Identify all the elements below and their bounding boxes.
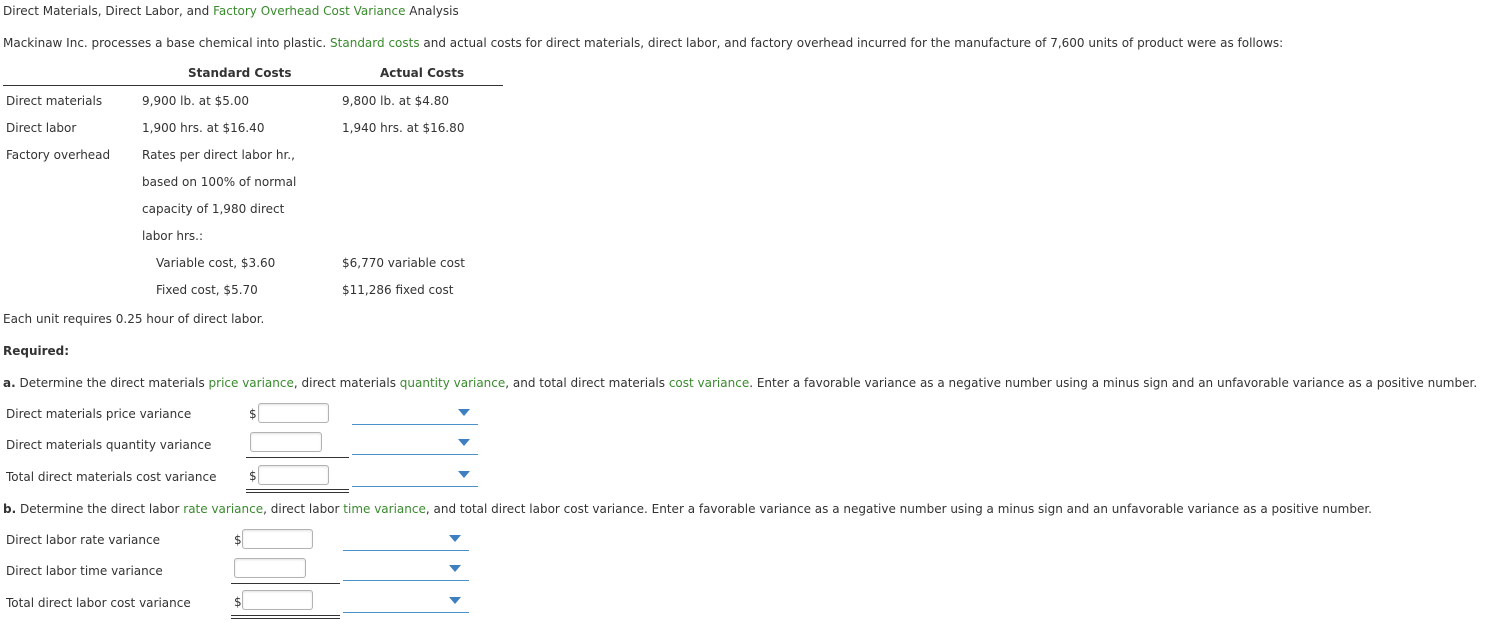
overhead-line: capacity of 1,980 direct <box>142 202 285 216</box>
dm-total-variance-input[interactable] <box>258 465 329 485</box>
intro-text: Mackinaw Inc. processes a base chemical into plastic. Standard costs and actual costs for direct materials, direct labor, and factory overhead incurred for the manufacture of 7,600 units of product were as follows: <box>3 36 1284 50</box>
overhead-line: based on 100% of normal <box>142 175 297 189</box>
dm-price-variance-label: Direct materials price variance <box>6 407 192 421</box>
act-variable-cost: $6,770 variable cost <box>342 256 465 270</box>
subtotal-rule <box>231 583 340 584</box>
standard-costs-link[interactable]: Standard costs <box>330 36 420 50</box>
act-direct-materials: 9,800 lb. at $4.80 <box>342 94 449 108</box>
dl-total-variance-input[interactable] <box>242 590 313 610</box>
std-direct-materials: 9,900 lb. at $5.00 <box>142 94 249 108</box>
currency-symbol: $ <box>249 407 257 421</box>
dl-total-variance-dropdown[interactable] <box>343 590 469 613</box>
row-label-factory-overhead: Factory overhead <box>6 148 111 162</box>
dm-quantity-variance-dropdown[interactable] <box>352 432 478 455</box>
std-direct-labor: 1,900 hrs. at $16.40 <box>142 121 265 135</box>
overhead-line: labor hrs.: <box>142 229 204 243</box>
header-divider <box>3 85 503 86</box>
chevron-down-icon <box>449 565 461 572</box>
dm-quantity-variance-input[interactable] <box>250 432 322 452</box>
dl-rate-variance-dropdown[interactable] <box>343 528 469 551</box>
dm-total-variance-dropdown[interactable] <box>352 464 478 487</box>
chevron-down-icon <box>449 535 461 542</box>
std-factory-overhead: Rates per direct labor hr., <box>142 148 295 162</box>
labor-note: Each unit requires 0.25 hour of direct labor. <box>3 312 265 326</box>
subtotal-rule <box>246 457 349 458</box>
quantity-variance-link[interactable]: quantity variance <box>399 376 506 390</box>
std-fixed-cost: Fixed cost, $5.70 <box>156 283 258 297</box>
dm-total-variance-label: Total direct materials cost variance <box>6 470 217 484</box>
rate-variance-link[interactable]: rate variance <box>183 502 264 516</box>
cost-variance-link[interactable]: cost variance <box>668 376 750 390</box>
dm-price-variance-input[interactable] <box>258 403 329 423</box>
actual-costs-header: Actual Costs <box>380 66 465 80</box>
dm-quantity-variance-label: Direct materials quantity variance <box>6 438 212 452</box>
act-direct-labor: 1,940 hrs. at $16.80 <box>342 121 465 135</box>
chevron-down-icon <box>449 597 461 604</box>
std-variable-cost: Variable cost, $3.60 <box>156 256 276 270</box>
dl-total-variance-label: Total direct labor cost variance <box>6 596 191 610</box>
time-variance-link[interactable]: time variance <box>343 502 426 516</box>
currency-symbol: $ <box>234 595 242 609</box>
required-heading: Required: <box>3 344 70 358</box>
chevron-down-icon <box>458 439 470 446</box>
row-label-direct-labor: Direct labor <box>6 121 77 135</box>
price-variance-link[interactable]: price variance <box>208 376 294 390</box>
dl-time-variance-label: Direct labor time variance <box>6 564 163 578</box>
row-label-direct-materials: Direct materials <box>6 94 103 108</box>
act-fixed-cost: $11,286 fixed cost <box>342 283 454 297</box>
currency-symbol: $ <box>234 533 242 547</box>
total-double-rule <box>231 615 340 616</box>
part-b-instructions: b. Determine the direct labor rate variance, direct labor time variance, and total direct labor cost variance. Enter a favorable variance as a negative number using a minus sign and an unfavorable variance as a positive number. <box>3 502 1372 516</box>
part-a-instructions: a. Determine the direct materials price variance, direct materials quantity variance, and total direct materials cost variance. Enter a favorable variance as a negative number using a minus sign and an unfavorable variance as a positive number. <box>3 376 1478 390</box>
page-title: Direct Materials, Direct Labor, and Factory Overhead Cost Variance Analysis <box>3 4 459 18</box>
currency-symbol: $ <box>249 469 257 483</box>
dl-rate-variance-label: Direct labor rate variance <box>6 533 160 547</box>
dm-price-variance-dropdown[interactable] <box>352 402 478 425</box>
total-double-rule <box>231 618 340 619</box>
factory-overhead-link[interactable]: Factory Overhead Cost Variance <box>213 4 406 18</box>
dl-time-variance-input[interactable] <box>234 558 306 578</box>
standard-costs-header: Standard Costs <box>188 66 292 80</box>
total-double-rule <box>246 489 349 490</box>
dl-time-variance-dropdown[interactable] <box>343 558 469 581</box>
total-double-rule <box>246 492 349 493</box>
chevron-down-icon <box>458 471 470 478</box>
chevron-down-icon <box>458 409 470 416</box>
dl-rate-variance-input[interactable] <box>242 529 313 549</box>
